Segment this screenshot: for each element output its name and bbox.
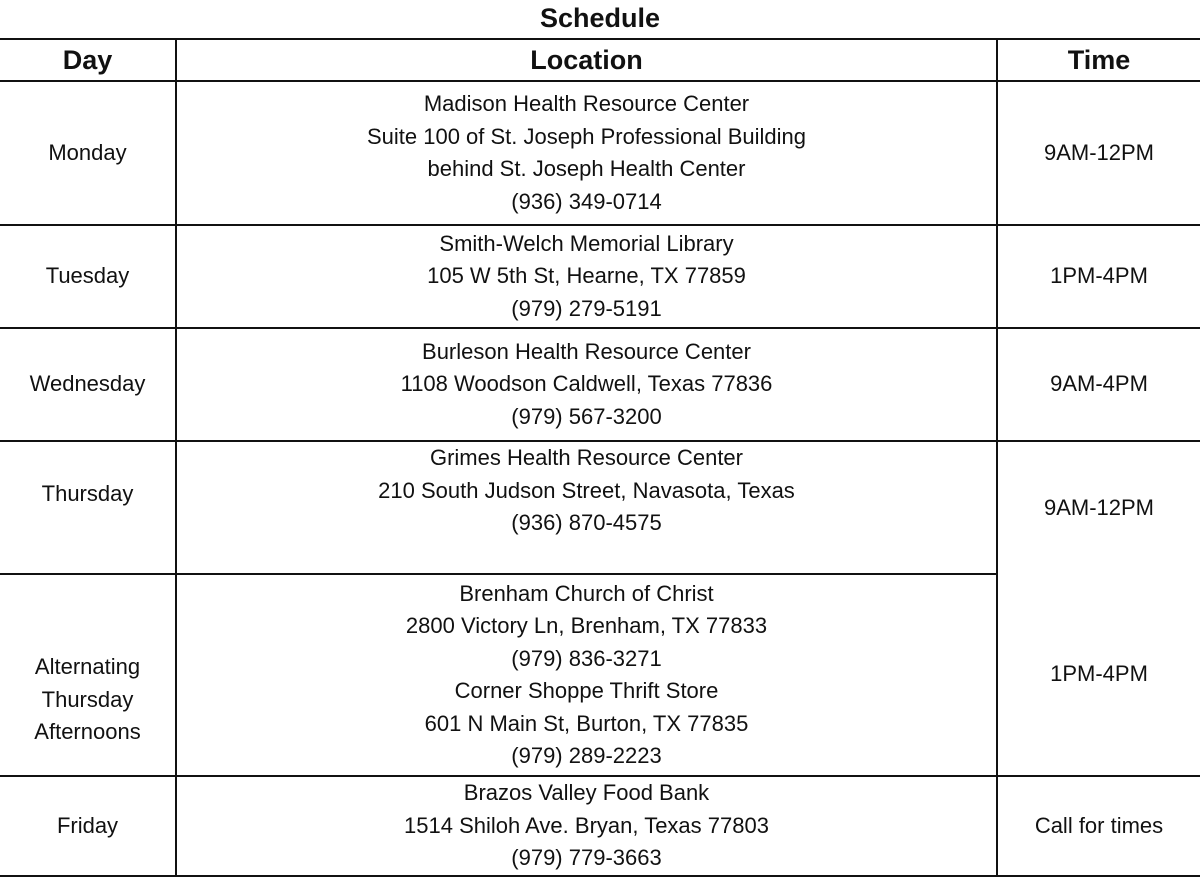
day-line: Afternoons: [34, 719, 141, 745]
day-column-header: Day: [0, 39, 176, 81]
location-cell: [176, 225, 997, 328]
day-line: Thursday: [41, 686, 134, 712]
day-cell: Wednesday: [0, 328, 176, 441]
day-cell: Tuesday: [0, 225, 176, 328]
header-row: [0, 39, 1200, 81]
location-name: Corner Shoppe Thrift Store: [454, 678, 719, 703]
location-name: Madison Health Resource Center: [423, 91, 750, 116]
location-address: 2800 Victory Ln, Brenham, TX 77833: [405, 613, 768, 638]
location-phone: (979) 836-3271: [511, 645, 662, 671]
location-phone: (979) 779-3663: [511, 845, 662, 871]
time-cell: 9AM-4PM: [997, 328, 1200, 441]
time-cell: 9AM-12PM: [997, 441, 1200, 574]
location-address: behind St. Joseph Health Center: [427, 156, 746, 181]
location-name: Brenham Church of Christ: [459, 580, 714, 606]
location-address: 1514 Shiloh Ave. Bryan, Texas 77803: [404, 812, 769, 838]
location-name: Burleson Health Resource Center: [422, 338, 751, 364]
time-column-header: Time: [997, 39, 1200, 81]
location-column-header: Location: [176, 39, 997, 81]
table-row: [0, 441, 1200, 574]
time-cell: 9AM-12PM: [997, 81, 1200, 225]
location-name: Brazos Valley Food Bank: [463, 780, 710, 806]
location-phone: (979) 289-2223: [511, 743, 662, 768]
location-cell: [176, 776, 997, 876]
schedule-title: Schedule: [539, 3, 661, 33]
location-phone: (936) 349-0714: [511, 188, 662, 214]
location-cell: [176, 441, 997, 574]
location-cell: [176, 81, 997, 225]
location-cell: [176, 328, 997, 441]
location-address: Suite 100 of St. Joseph Professional Building: [366, 123, 807, 149]
schedule-table: [0, 38, 1200, 877]
table-row: [0, 776, 1200, 876]
time-cell: Call for times: [997, 776, 1200, 876]
location-phone: (936) 870-4575: [511, 510, 662, 535]
day-line: Alternating: [34, 654, 141, 680]
location-cell: [176, 574, 997, 776]
location-address: 601 N Main St, Burton, TX 77835: [424, 710, 749, 736]
location-name: Grimes Health Resource Center: [429, 445, 743, 470]
location-name: Smith-Welch Memorial Library: [439, 230, 734, 256]
location-address: 210 South Judson Street, Navasota, Texas: [378, 477, 795, 503]
table-row: [0, 574, 1200, 776]
time-cell: 1PM-4PM: [997, 574, 1200, 776]
table-row: [0, 81, 1200, 225]
table-row: [0, 328, 1200, 441]
day-cell: Friday: [0, 776, 176, 876]
location-phone: (979) 279-5191: [511, 295, 662, 321]
day-cell: [0, 574, 176, 776]
time-cell: 1PM-4PM: [997, 225, 1200, 328]
location-address: 1108 Woodson Caldwell, Texas 77836: [400, 371, 773, 397]
table-row: [0, 225, 1200, 328]
day-cell: Monday: [0, 81, 176, 225]
location-address: 105 W 5th St, Hearne, TX 77859: [427, 263, 746, 289]
day-cell: Thursday: [0, 441, 176, 574]
location-phone: (979) 567-3200: [511, 403, 662, 429]
